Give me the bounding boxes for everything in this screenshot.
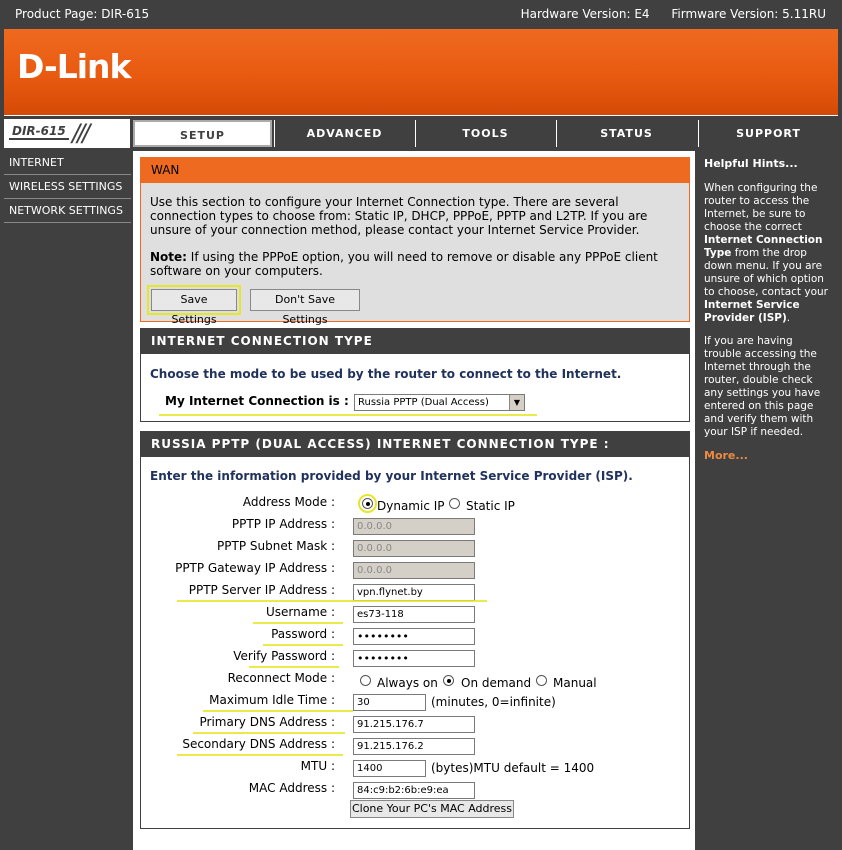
wan-section xyxy=(140,157,690,326)
hints-paragraph-2: If you are having trouble accessing the Internet through the router, double check any settings you have entered on this page and verify them with your ISP if needed. xyxy=(704,335,821,438)
max-idle-time-hint: (minutes, 0=infinite) xyxy=(431,695,556,709)
reconnect-mode-label: Reconnect Mode : xyxy=(227,671,335,685)
primary-dns-input[interactable]: 91.215.176.7 xyxy=(353,716,475,733)
radio-always-on[interactable] xyxy=(360,675,371,686)
secondary-dns-input[interactable]: 91.215.176.2 xyxy=(353,738,475,755)
radio-manual[interactable] xyxy=(536,675,547,686)
tab-setup[interactable]: SETUP xyxy=(133,120,272,147)
highlight-underline xyxy=(263,644,343,646)
verify-password-input[interactable]: •••••••• xyxy=(353,650,475,667)
highlight-underline xyxy=(193,732,345,734)
wan-description: Use this section to configure your Internet Connection type. There are several connection types to choose from: Static IP, DHCP, PPPoE, PPTP and L2TP. If you are unsure of your connection method, please contact your Internet Service Provider. xyxy=(150,195,648,237)
dlink-logo: D-Link xyxy=(17,47,131,86)
connection-type-select[interactable] xyxy=(354,394,525,411)
mac-address-label: MAC Address : xyxy=(248,781,335,795)
highlight-underline xyxy=(177,600,487,602)
russia-pptp-section xyxy=(140,431,690,829)
static-ip-label: Static IP xyxy=(466,499,515,513)
internet-connection-type-section xyxy=(140,328,690,422)
clone-mac-button[interactable]: Clone Your PC's MAC Address xyxy=(350,800,514,818)
highlight-underline xyxy=(249,666,339,668)
main-nav xyxy=(4,119,838,148)
pptp-ip-input[interactable]: 0.0.0.0 xyxy=(353,518,475,535)
pptp-subnet-input[interactable]: 0.0.0.0 xyxy=(353,540,475,557)
wan-note xyxy=(141,250,689,278)
pptp-subtitle: Enter the information provided by your Internet Service Provider (ISP). xyxy=(150,469,633,483)
top-bar xyxy=(0,0,842,29)
hints-bold-text: Internet Connection Type xyxy=(704,234,823,259)
wan-note-label: Note: xyxy=(150,250,187,264)
sidebar xyxy=(4,151,131,223)
mtu-label: MTU : xyxy=(300,759,335,773)
highlight-underline xyxy=(177,754,343,756)
model-slash-decoration: /// xyxy=(72,119,88,147)
verify-password-label: Verify Password : xyxy=(233,649,335,663)
tab-status[interactable]: STATUS xyxy=(556,120,696,147)
tab-tools[interactable]: TOOLS xyxy=(415,120,555,147)
max-idle-time-label: Maximum Idle Time : xyxy=(209,693,335,707)
product-page-label: Product Page: DIR-615 xyxy=(15,7,150,21)
more-link[interactable]: More... xyxy=(704,449,748,462)
username-label: Username : xyxy=(265,605,335,619)
password-input[interactable]: •••••••• xyxy=(353,628,475,645)
connection-type-label: My Internet Connection is : xyxy=(165,394,349,408)
mtu-hint: (bytes)MTU default = 1400 xyxy=(431,761,595,775)
version-info xyxy=(503,0,826,29)
dont-save-settings-button[interactable]: Don't Save Settings xyxy=(250,289,360,311)
radio-on-demand[interactable] xyxy=(443,675,454,686)
chevron-down-icon: ▼ xyxy=(509,395,524,410)
hints-text: . xyxy=(786,312,791,324)
helpful-hints-panel xyxy=(698,151,838,850)
firmware-version: Firmware Version: 5.11RU xyxy=(671,7,826,21)
radio-static-ip[interactable] xyxy=(449,498,460,509)
highlight-underline xyxy=(159,414,537,416)
pptp-subnet-label: PPTP Subnet Mask : xyxy=(217,539,335,553)
wan-note-text: If using the PPPoE option, you will need to remove or disable any PPPoE client software on your computers. xyxy=(150,250,658,278)
connection-type-subtitle: Choose the mode to be used by the router to connect to the Internet. xyxy=(150,367,622,381)
username-input[interactable]: es73-118 xyxy=(353,606,475,623)
pptp-server-input[interactable]: vpn.flynet.by xyxy=(353,584,475,601)
tab-advanced[interactable]: ADVANCED xyxy=(274,120,414,147)
main-content xyxy=(133,151,695,850)
primary-dns-label: Primary DNS Address : xyxy=(199,715,335,729)
sidebar-item-internet[interactable]: INTERNET xyxy=(4,151,131,175)
pptp-gateway-label: PPTP Gateway IP Address : xyxy=(175,561,335,575)
password-label: Password : xyxy=(271,627,335,641)
pptp-ip-label: PPTP IP Address : xyxy=(231,517,335,531)
sidebar-item-network-settings[interactable]: NETWORK SETTINGS xyxy=(4,199,131,223)
connection-type-title: INTERNET CONNECTION TYPE xyxy=(141,329,689,354)
radio-dynamic-ip[interactable] xyxy=(362,498,373,509)
on-demand-label: On demand xyxy=(461,676,532,690)
hints-paragraph-1 xyxy=(704,182,832,325)
model-badge xyxy=(4,119,130,148)
save-settings-button[interactable]: Save Settings xyxy=(151,289,237,311)
dynamic-ip-label: Dynamic IP xyxy=(377,499,445,513)
manual-label: Manual xyxy=(553,676,597,690)
address-mode-label: Address Mode : xyxy=(242,495,335,509)
pptp-title: RUSSIA PPTP (DUAL ACCESS) INTERNET CONNECTION TYPE : xyxy=(141,432,689,457)
highlight-underline xyxy=(253,622,343,624)
mtu-input[interactable]: 1400 xyxy=(353,760,426,777)
hints-text: When configuring the router to access the Internet, be sure to choose the correct xyxy=(704,182,818,233)
hints-title: Helpful Hints... xyxy=(704,157,798,170)
max-idle-time-input[interactable]: 30 xyxy=(353,694,426,711)
wan-title: WAN xyxy=(141,158,689,183)
secondary-dns-label: Secondary DNS Address : xyxy=(182,737,335,751)
sidebar-item-wireless-settings[interactable]: WIRELESS SETTINGS xyxy=(4,175,131,199)
hints-text: from the drop down menu. If you are unsure of which option to choose, contact your xyxy=(704,247,829,298)
highlight-underline xyxy=(203,710,353,712)
model-name: DIR-615 xyxy=(9,124,69,140)
mac-address-input[interactable]: 84:c9:b2:6b:e9:ea xyxy=(353,782,475,799)
brand-banner xyxy=(4,29,838,116)
pptp-server-label: PPTP Server IP Address : xyxy=(188,583,335,597)
always-on-label: Always on xyxy=(377,676,438,690)
connection-type-selected: Russia PPTP (Dual Access) xyxy=(358,397,489,408)
tab-support[interactable]: SUPPORT xyxy=(698,120,838,147)
hardware-version: Hardware Version: E4 xyxy=(520,7,650,21)
pptp-gateway-input[interactable]: 0.0.0.0 xyxy=(353,562,475,579)
hints-bold-text: Internet Service Provider (ISP) xyxy=(704,299,800,324)
